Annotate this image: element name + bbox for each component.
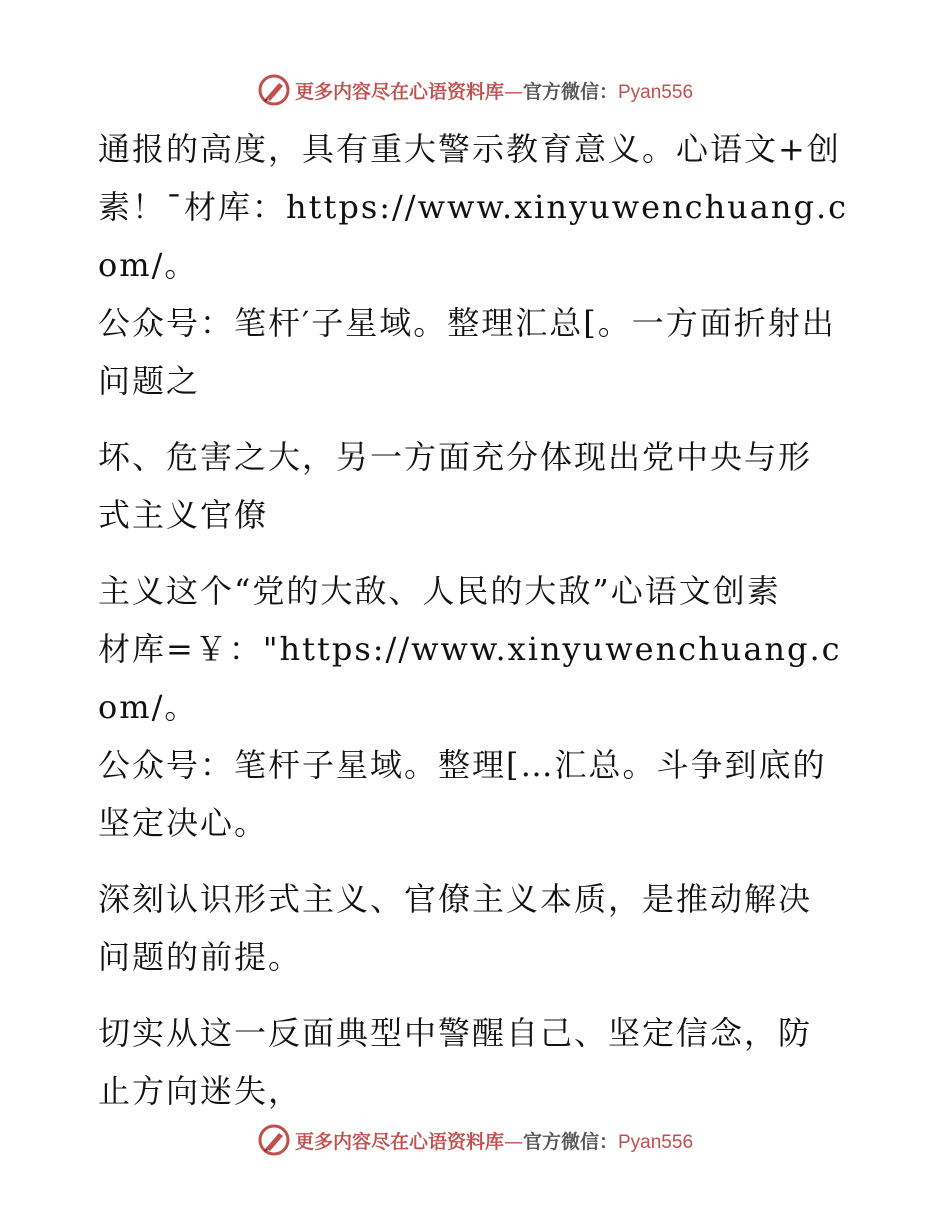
text-line: 问题的前提。 [98,938,303,976]
paragraph [98,120,858,410]
text-line: 坏、危害之大，另一方面充分体现出党中央与形 [98,438,813,476]
text-line: 公众号：笔杆子星域。整理[…汇总。斗争到底的 [98,746,827,784]
paragraph [98,428,858,544]
watermark-dash: — [503,80,523,103]
pen-logo-icon [257,73,291,107]
text-line: 主义这个“党的大敌、人民的大敌”心语文创素 [98,572,781,610]
paragraph [98,562,858,852]
watermark-brand: 更多内容尽在心语资料库 [294,1130,504,1153]
paragraph [98,1004,858,1120]
watermark-wechat-id: Pyan556 [618,1131,694,1153]
text-line: 止方向迷失， [98,1072,303,1110]
text-line: 通报的高度，具有重大警示教育意义。心语文+创 [98,130,841,168]
paragraph [98,870,858,986]
header-watermark [0,70,950,110]
text-line: 公众号：笔杆′子星域。整理汇总[。一方面折射出 [98,304,836,342]
watermark-wechat-id: Pyan556 [618,81,694,103]
watermark-label: 官方微信： [522,80,618,103]
watermark-label: 官方微信： [522,1130,618,1153]
pen-logo-icon [257,1123,291,1157]
footer-watermark [0,1120,950,1160]
text-line: 坚定决心。 [98,804,269,842]
watermark-dash: — [503,1130,523,1153]
text-line: 问题之 [98,362,201,400]
text-line: 素！¯材库：https://www.xinyuwenchuang.com/。 [98,188,849,284]
text-line: 深刻认识形式主义、官僚主义本质，是推动解决 [98,880,813,918]
text-line: 切实从这一反面典型中警醒自己、坚定信念，防 [98,1014,813,1052]
document-body [98,120,858,1138]
text-line: 材库=￥："https://www.xinyuwenchuang.com/。 [98,630,842,726]
watermark-text [295,77,693,104]
text-line: 式主义官僚 [98,496,269,534]
watermark-brand: 更多内容尽在心语资料库 [294,80,504,103]
watermark-text [295,1127,693,1154]
